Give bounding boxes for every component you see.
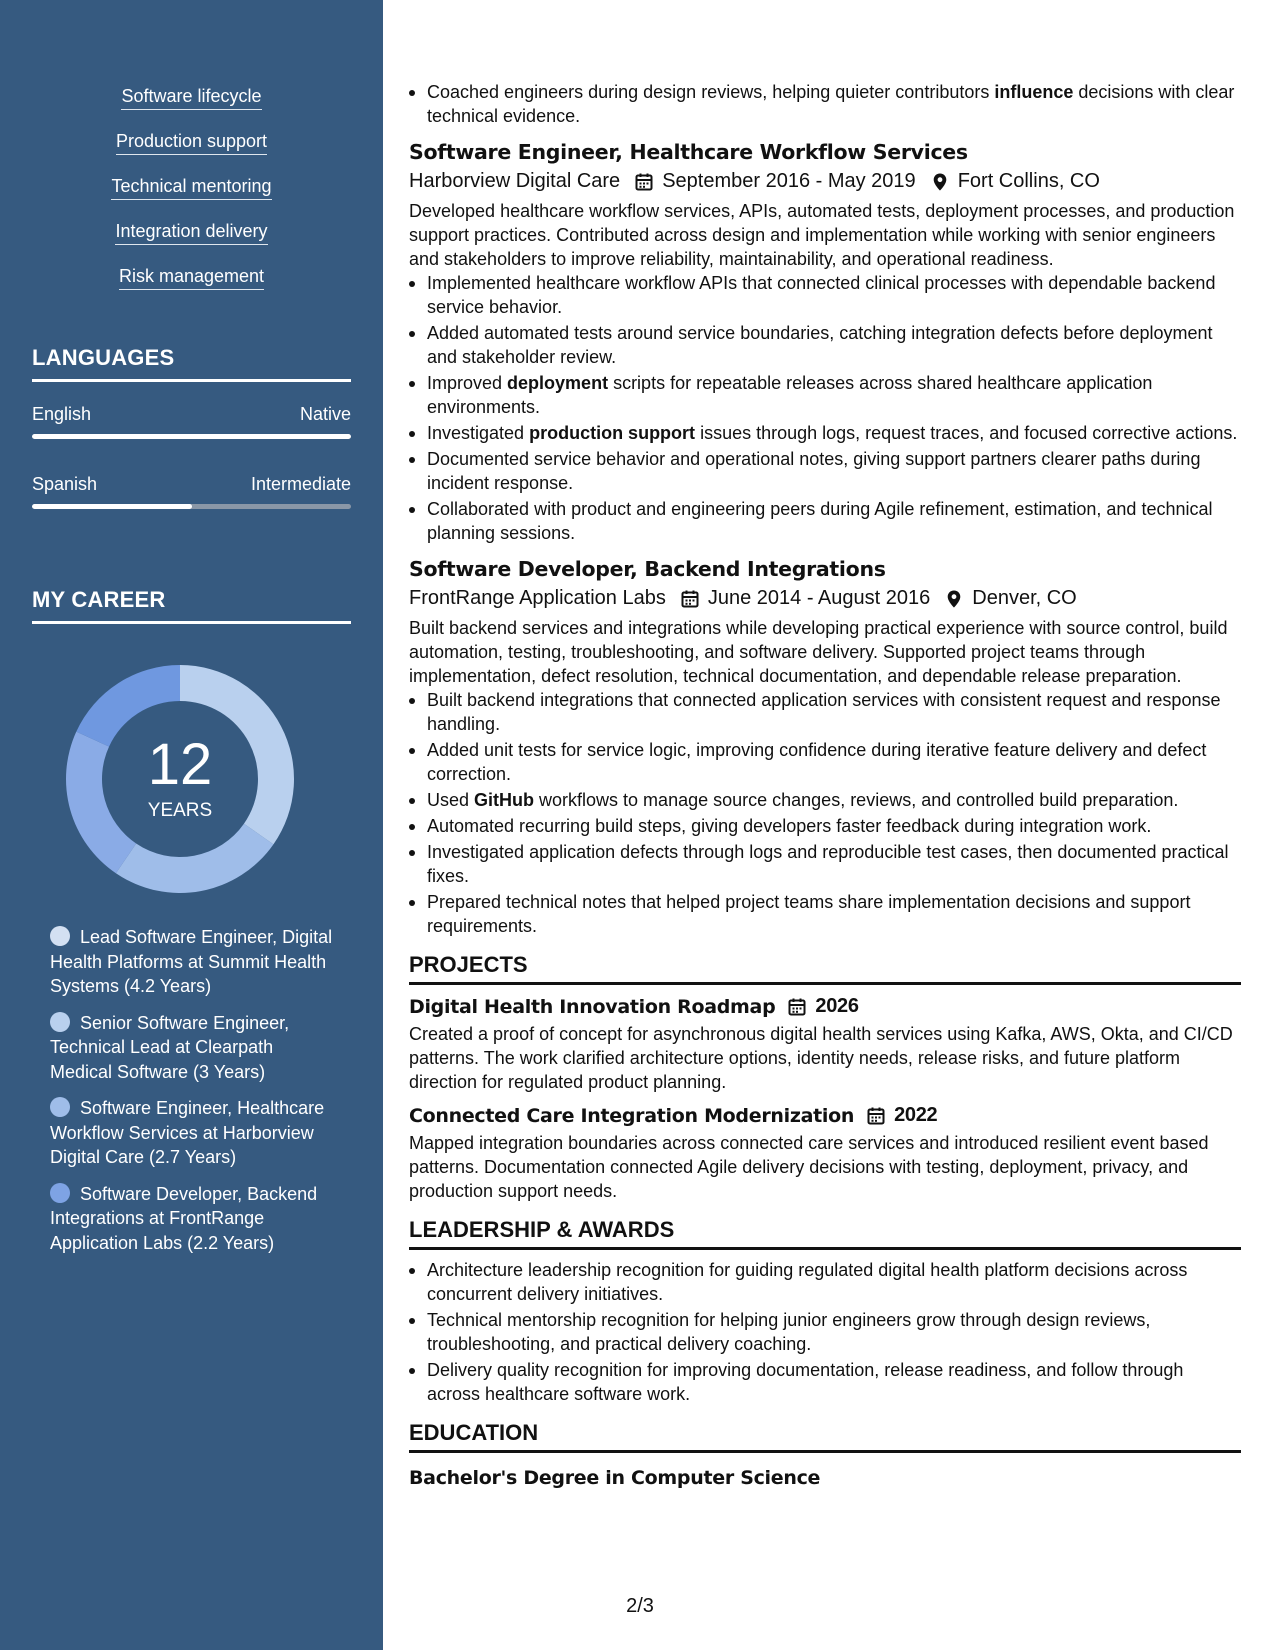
language-level: Intermediate — [250, 474, 351, 494]
job-description: Built backend services and integrations while developing practical experience with source control, build automation, testing, troubleshooting, and software delivery. Supported project teams through implementation, defect resolution, technical documentation, and dependable release preparation. — [409, 618, 1228, 686]
donut-segment-2 — [116, 824, 274, 893]
intro-bullets — [409, 80, 1241, 128]
project-title-row — [409, 1104, 1241, 1127]
language-name: Spanish — [32, 474, 98, 494]
bullet-item: Used GitHub workflows to manage source changes, reviews, and controlled build preparation. — [409, 788, 1241, 812]
project-year: 2026 — [815, 995, 859, 1017]
job-harborview — [409, 140, 1241, 545]
project-description: Mapped integration boundaries across connected care services and introduced resilient event based patterns. Documentation connected Agile delivery decisions with testing, deployment, privacy, and production support needs. — [409, 1133, 1209, 1201]
skill-item: Risk management — [119, 266, 264, 290]
project-date — [787, 995, 858, 1018]
education-heading: EDUCATION — [409, 1420, 1241, 1453]
language-name: English — [32, 404, 92, 424]
career-item-text: Software Developer, Backend Integrations at FrontRange Application Labs (2.2 Years) — [50, 1183, 318, 1253]
page-number: 2/3 — [626, 1595, 654, 1617]
bullet-item: Documented service behavior and operational notes, giving support partners clearer paths during incident response. — [409, 447, 1241, 495]
career-item — [50, 1011, 340, 1085]
job-frontrange — [409, 557, 1241, 938]
skill-item: Production support — [116, 131, 267, 155]
career-item — [50, 1096, 340, 1170]
project-title-row — [409, 995, 1241, 1018]
career-item-text: Software Engineer, Healthcare Workflow Services at Harborview Digital Care (2.7 Years) — [50, 1098, 325, 1167]
career-total-years: 12 — [147, 732, 213, 797]
language-level: Native — [299, 404, 351, 424]
location-pin-icon — [930, 172, 950, 192]
bullet-item: Delivery quality recognition for improving documentation, release readiness, and follow through across healthcare software work. — [409, 1358, 1241, 1406]
legend-dot — [50, 1097, 70, 1117]
skill-item: Software lifecycle — [121, 86, 261, 110]
bullet-item: Collaborated with product and engineering peers during Agile refinement, estimation, and technical planning sessions. — [409, 497, 1241, 545]
career-item — [50, 925, 340, 999]
project-item — [409, 995, 1241, 1094]
bullet-item: Technical mentorship recognition for helping junior engineers grow through design reviews, troubleshooting, and practical delivery coaching. — [409, 1308, 1241, 1356]
calendar-icon — [866, 1106, 886, 1126]
legend-dot — [50, 926, 70, 946]
language-proficiency-bar — [32, 434, 351, 439]
project-title: Digital Health Innovation Roadmap — [409, 995, 776, 1018]
calendar-icon — [680, 589, 700, 609]
career-list — [50, 925, 340, 1267]
legend-dot — [50, 1012, 70, 1032]
career-heading: MY CAREER — [32, 587, 351, 624]
job-description: Developed healthcare workflow services, APIs, automated tests, deployment processes, and production support practices. Contributed across design and implementation while working with senior engineers and stakeholders to improve reliability, maintainability, and operational readiness. — [409, 201, 1235, 269]
language-english — [32, 404, 351, 439]
language-proficiency-fill — [32, 434, 351, 439]
project-title: Connected Care Integration Modernization — [409, 1104, 855, 1127]
bullet-item: Prepared technical notes that helped project teams share implementation decisions and support requirements. — [409, 890, 1241, 938]
job-meta — [409, 587, 1241, 610]
leadership-heading: LEADERSHIP & AWARDS — [409, 1217, 1241, 1250]
company-name: Harborview Digital Care — [409, 170, 621, 192]
leadership-list — [409, 1258, 1241, 1406]
job-dates: September 2016 - May 2019 — [662, 170, 916, 192]
calendar-icon — [634, 172, 654, 192]
career-item-text: Senior Software Engineer, Technical Lead at Clearpath Medical Software (3 Years) — [50, 1012, 290, 1082]
bullet-item: Automated recurring build steps, giving developers faster feedback during integration work. — [409, 814, 1241, 838]
bullet-item: Investigated production support issues through logs, request traces, and focused corrective actions. — [409, 421, 1241, 445]
languages-heading: LANGUAGES — [32, 345, 351, 382]
bullet-item: Implemented healthcare workflow APIs that connected clinical processes with dependable backend service behavior. — [409, 271, 1241, 319]
job-bullets — [409, 688, 1241, 938]
job-bullets — [409, 271, 1241, 545]
job-meta — [409, 170, 1241, 193]
bullet-item: Added unit tests for service logic, improving confidence during iterative feature delivery and defect correction. — [409, 738, 1241, 786]
bullet-item: Built backend integrations that connected application services with consistent request and response handling. — [409, 688, 1241, 736]
language-spanish — [32, 474, 351, 509]
main-content — [409, 0, 1241, 1650]
job-location: Denver, CO — [972, 587, 1077, 609]
sidebar — [0, 0, 383, 1650]
legend-dot — [50, 1183, 70, 1203]
career-item-text: Lead Software Engineer, Digital Health Platforms at Summit Health Systems (4.2 Years) — [50, 927, 333, 996]
job-location: Fort Collins, CO — [957, 170, 1100, 192]
company-name: FrontRange Application Labs — [409, 587, 666, 609]
project-year: 2022 — [894, 1104, 938, 1126]
job-title: Software Engineer, Healthcare Workflow Services — [409, 140, 968, 164]
career-item — [50, 1182, 340, 1256]
location-pin-icon — [944, 589, 964, 609]
project-description: Created a proof of concept for asynchronous digital health services using Kafka, AWS, Okta, and CI/CD patterns. The work clarified architecture options, identity needs, release risks, and future platform direction for regulated product planning. — [409, 1024, 1233, 1092]
job-title: Software Developer, Backend Integrations — [409, 557, 886, 581]
bullet-item: Investigated application defects through logs and reproducible test cases, then documented practical fixes. — [409, 840, 1241, 888]
career-total-label: YEARS — [147, 800, 213, 821]
bullet-item: Improved deployment scripts for repeatable releases across shared healthcare application environments. — [409, 371, 1241, 419]
skills-list — [0, 86, 383, 311]
skill-item: Integration delivery — [115, 221, 267, 245]
project-item — [409, 1104, 1241, 1203]
projects-heading: PROJECTS — [409, 952, 1241, 985]
bullet-item: Coached engineers during design reviews, helping quieter contributors influence decisions with clear technical evidence. — [409, 80, 1241, 128]
calendar-icon — [787, 997, 807, 1017]
project-date — [866, 1104, 937, 1127]
language-proficiency-bar — [32, 504, 351, 509]
bullet-item: Added automated tests around service boundaries, catching integration defects before deployment and stakeholder review. — [409, 321, 1241, 369]
skill-item: Technical mentoring — [111, 176, 271, 200]
bullet-item: Architecture leadership recognition for guiding regulated digital health platform decisions across concurrent delivery initiatives. — [409, 1258, 1241, 1306]
education-degree: Bachelor's Degree in Computer Science — [409, 1467, 821, 1489]
job-dates: June 2014 - August 2016 — [707, 587, 931, 609]
language-proficiency-fill — [32, 504, 192, 509]
